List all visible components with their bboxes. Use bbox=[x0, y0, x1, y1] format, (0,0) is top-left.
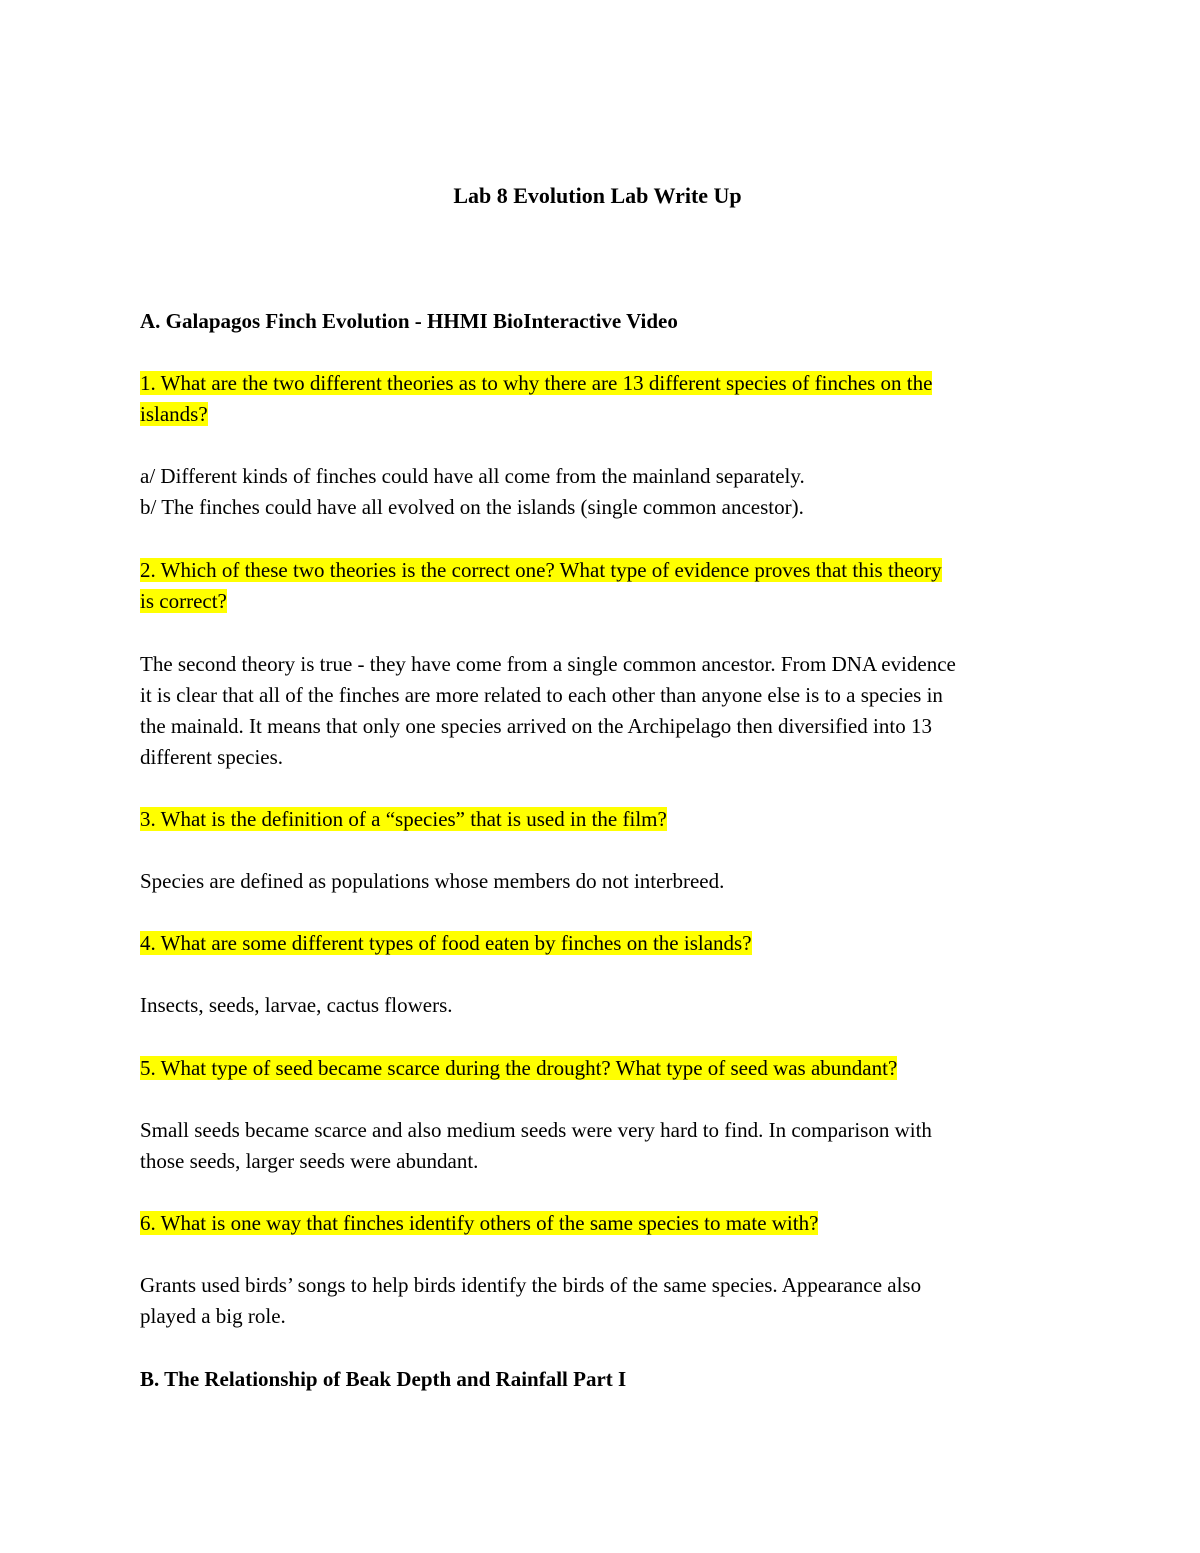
answer-4 bbox=[140, 990, 1065, 1021]
answer-1-line-1: a/ Different kinds of finches could have all come from the mainland separately. bbox=[140, 464, 805, 488]
answer-2 bbox=[140, 649, 1065, 773]
answer-4-line-1: Insects, seeds, larvae, cactus flowers. bbox=[140, 993, 453, 1017]
answer-6-line-2: played a big role. bbox=[140, 1304, 286, 1328]
answer-3 bbox=[140, 866, 1065, 897]
answer-1 bbox=[140, 461, 1065, 523]
question-1 bbox=[140, 368, 1065, 430]
question-1-line-2: islands? bbox=[140, 402, 208, 426]
section-b-heading: B. The Relationship of Beak Depth and Rainfall Part I bbox=[140, 1367, 627, 1391]
question-3-line-1: 3. What is the definition of a “species” that is used in the film? bbox=[140, 807, 667, 831]
question-2-line-1: 2. Which of these two theories is the correct one? What type of evidence proves that this theory bbox=[140, 558, 942, 582]
answer-5-line-1: Small seeds became scarce and also medium seeds were very hard to find. In comparison with bbox=[140, 1118, 932, 1142]
question-6-line-1: 6. What is one way that finches identify others of the same species to mate with? bbox=[140, 1211, 819, 1235]
answer-2-line-4: different species. bbox=[140, 745, 284, 769]
question-1-line-1: 1. What are the two different theories as to why there are 13 different species of finches on the bbox=[140, 371, 933, 395]
question-4-line-1: 4. What are some different types of food eaten by finches on the islands? bbox=[140, 931, 752, 955]
question-2-line-2: is correct? bbox=[140, 589, 227, 613]
question-4 bbox=[140, 928, 1065, 959]
question-6 bbox=[140, 1208, 1065, 1239]
answer-2-line-1: The second theory is true - they have come from a single common ancestor. From DNA evidence bbox=[140, 652, 956, 676]
question-5 bbox=[140, 1053, 1065, 1084]
answer-6-line-1: Grants used birds’ songs to help birds identify the birds of the same species. Appearance also bbox=[140, 1273, 922, 1297]
document-title: Lab 8 Evolution Lab Write Up bbox=[453, 183, 742, 208]
answer-3-line-1: Species are defined as populations whose members do not interbreed. bbox=[140, 869, 725, 893]
answer-5 bbox=[140, 1115, 1065, 1177]
section-a-heading: A. Galapagos Finch Evolution - HHMI BioInteractive Video bbox=[140, 309, 678, 333]
answer-6 bbox=[140, 1270, 1065, 1332]
question-3 bbox=[140, 804, 1065, 835]
answer-1-line-2: b/ The finches could have all evolved on the islands (single common ancestor). bbox=[140, 495, 804, 519]
answer-2-line-2: it is clear that all of the finches are more related to each other than anyone else is to a species in bbox=[140, 683, 943, 707]
answer-5-line-2: those seeds, larger seeds were abundant. bbox=[140, 1149, 479, 1173]
answer-2-line-3: the mainald. It means that only one species arrived on the Archipelago then diversified into 13 bbox=[140, 714, 932, 738]
question-2 bbox=[140, 555, 1065, 617]
question-5-line-1: 5. What type of seed became scarce during the drought? What type of seed was abundant? bbox=[140, 1056, 898, 1080]
